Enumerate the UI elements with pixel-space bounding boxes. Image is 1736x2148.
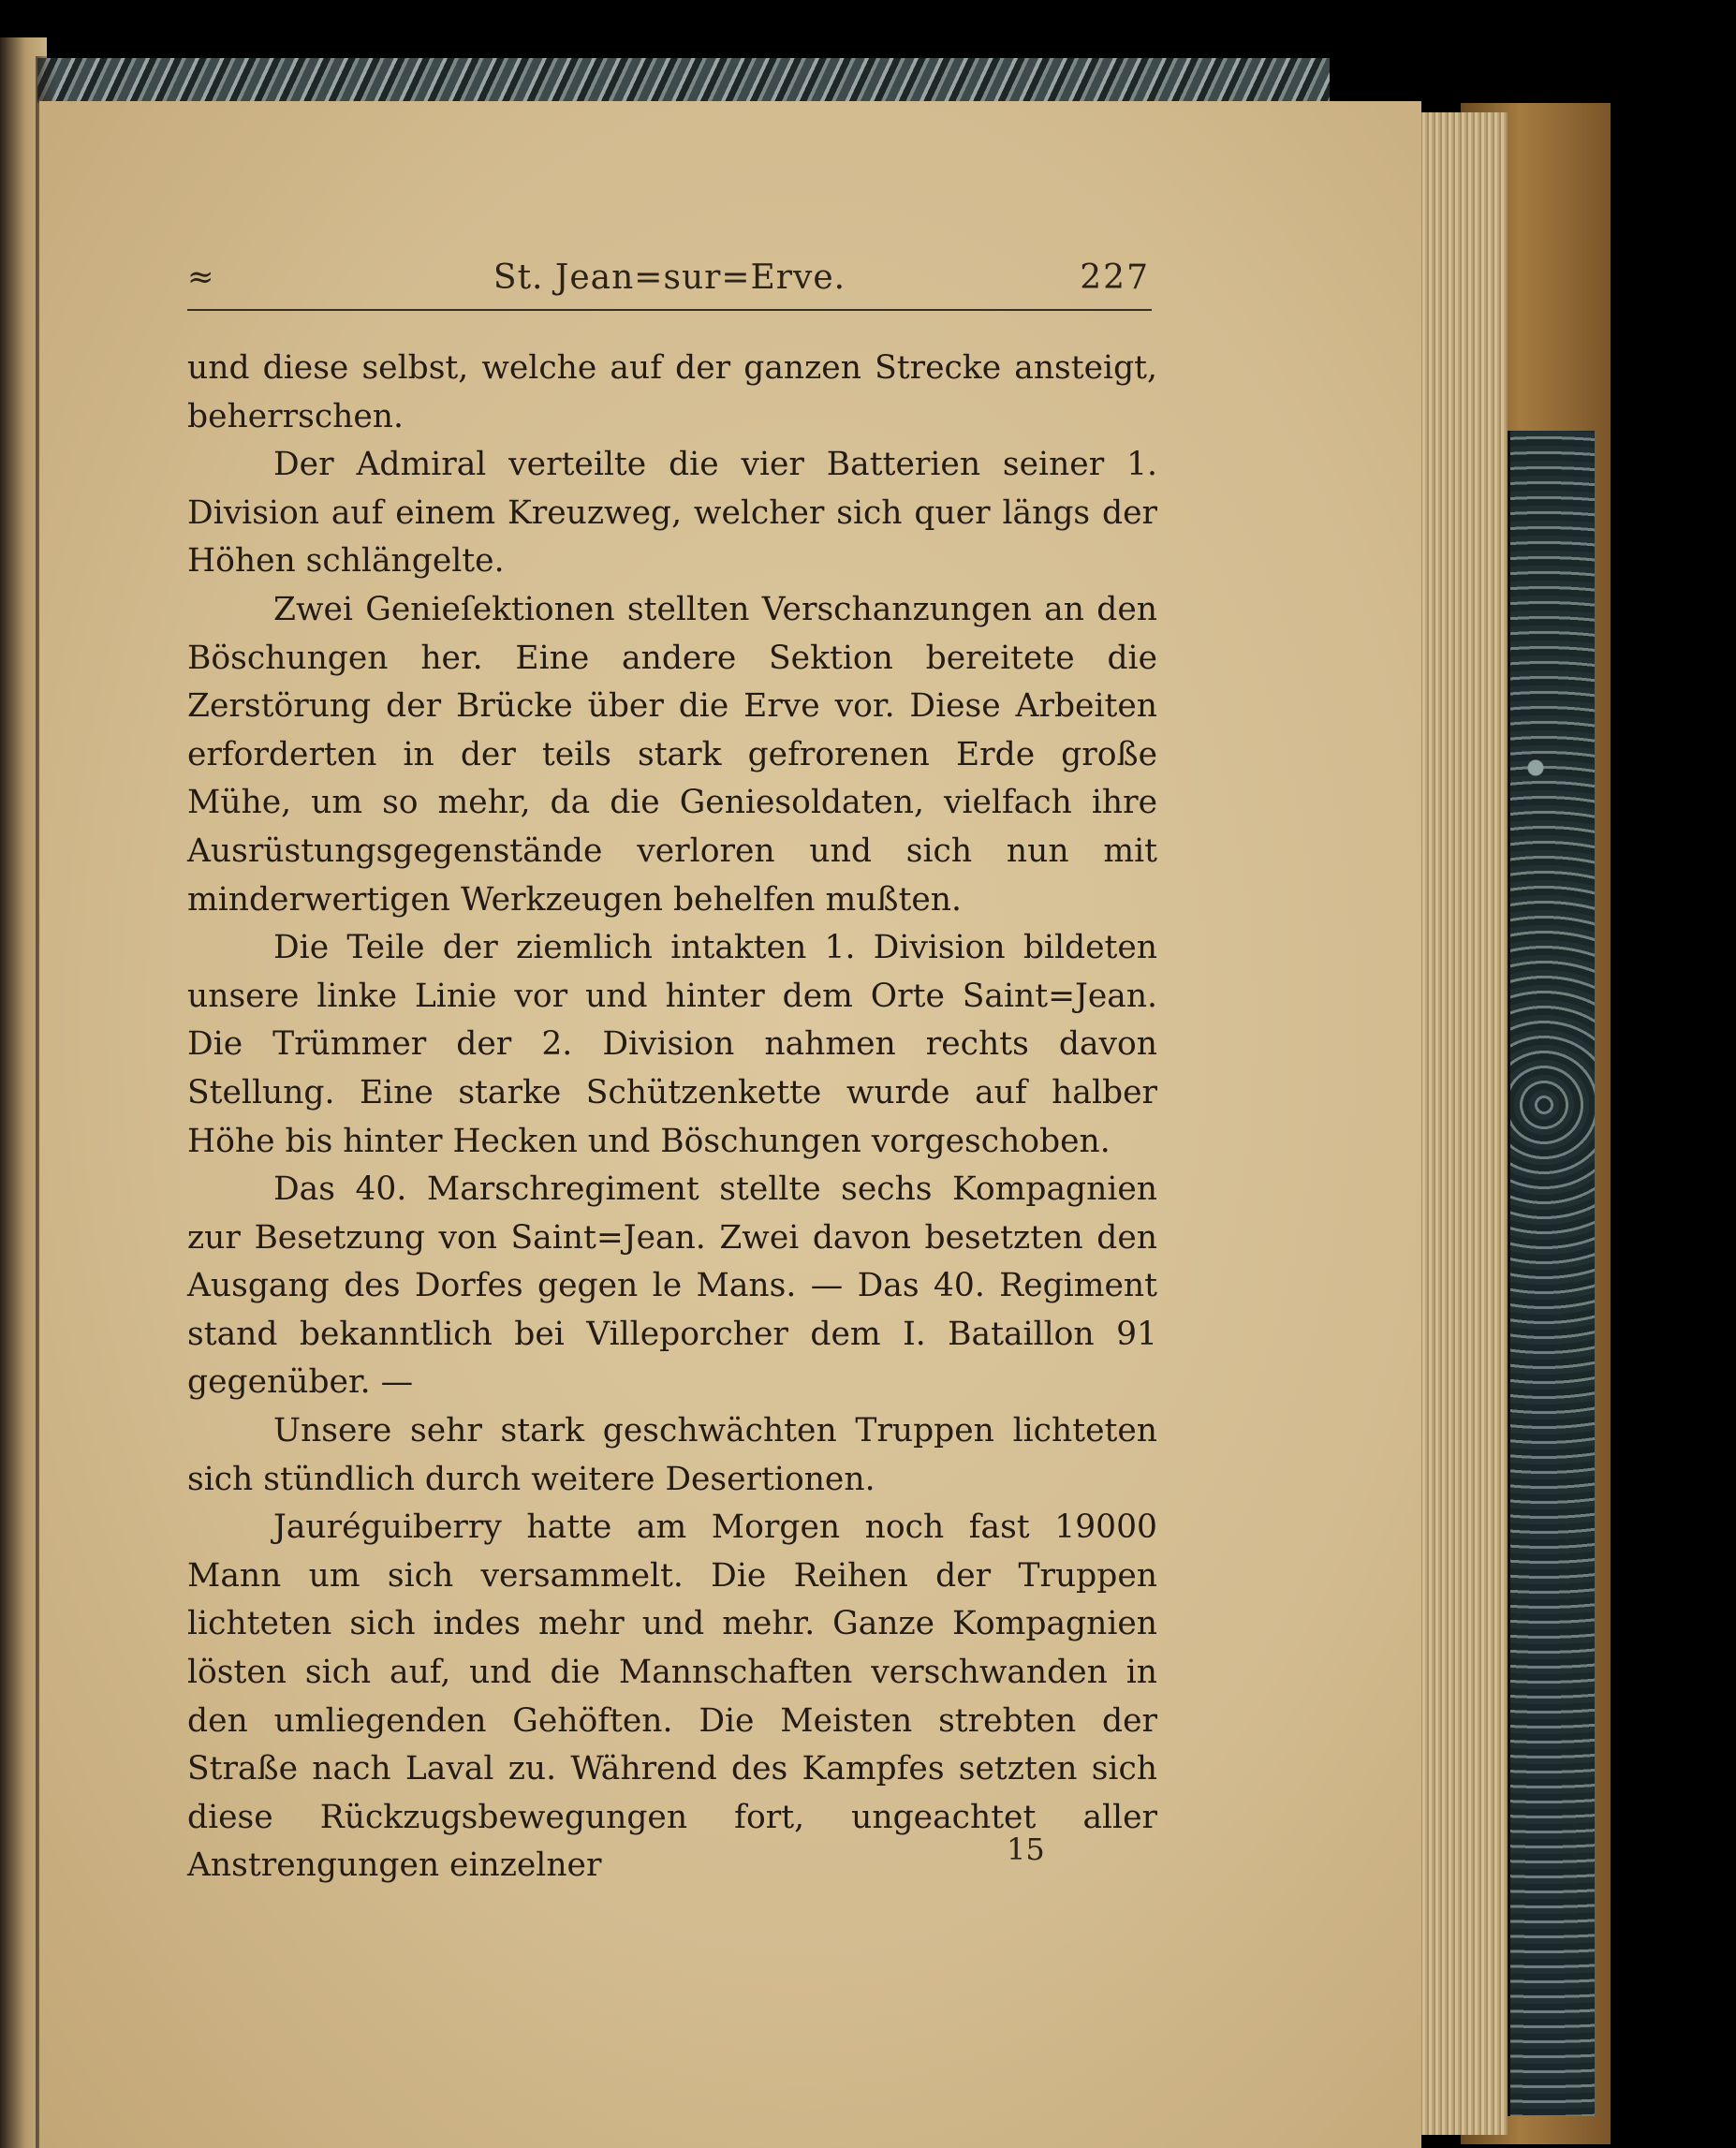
printer-signature: 15	[1007, 1832, 1045, 1867]
page-number: 227	[1080, 258, 1150, 297]
paragraph: Das 40. Marschregiment stellte sechs Kompagnien zur Besetzung von Saint=Jean. Zwei davon besetzten den Ausgang des Dorfes gegen le Mans. — Das 40. Regiment stand bekanntlich bei Villeporcher dem I. Bataillon 91 gegenüber. —	[187, 1170, 1157, 1402]
running-title: St. Jean=sur=Erve.	[493, 258, 846, 297]
header-rule	[187, 309, 1152, 311]
paragraph: und diese selbst, welche auf der ganzen Strecke ansteigt, beherrschen.	[187, 349, 1157, 435]
body-text	[187, 345, 1157, 1891]
page-edges	[1414, 112, 1508, 2135]
paragraph: Der Admiral verteilte die vier Batterien seiner 1. Division auf einem Kreuzweg, welcher sich quer längs der Höhen schlängelte.	[187, 446, 1157, 581]
paragraph: Die Teile der ziemlich intakten 1. Division bildeten unsere linke Linie vor und hinter dem Orte Saint=Jean. Die Trümmer der 2. Division nahmen rechts davon Stellung. Eine starke Schützenkette wurde auf halber Höhe bis hinter Hecken und Böschungen vorgeschoben.	[187, 929, 1157, 1160]
header-ornament: ≈	[187, 258, 214, 296]
marbled-cover-top	[37, 58, 1330, 103]
paragraph: Zwei Genieſektionen stellten Verschanzungen an den Böschungen her. Eine andere Sektion bereitete die Zerstörung der Brücke über die Erve vor. Diese Arbeiten erforderten in der teils stark gefrorenen Erde große Mühe, um so mehr, da die Geniesoldaten, vielfach ihre Ausrüstungsgegenstände verloren und sich nun mit minderwertigen Werkzeugen behelfen mußten.	[187, 590, 1157, 919]
running-header	[187, 255, 1152, 307]
marbled-cover-side	[1508, 431, 1595, 2116]
paragraph: Unsere sehr stark geschwächten Truppen lichteten sich stündlich durch weitere Desertionen.	[187, 1412, 1157, 1498]
paragraph: Jauréguiberry hatte am Morgen noch fast 19000 Mann um sich versammelt. Die Reihen der Truppen lichteten sich indes mehr und mehr. Ganze Kompagnien lösten sich auf, und die Mannschaften verschwanden in den umliegenden Gehöften. Die Meisten strebten der Straße nach Laval zu. Während des Kampfes setzten sich diese Rückzugsbewegungen fort, ungeachtet aller Anstrengungen einzelner	[187, 1508, 1157, 1885]
